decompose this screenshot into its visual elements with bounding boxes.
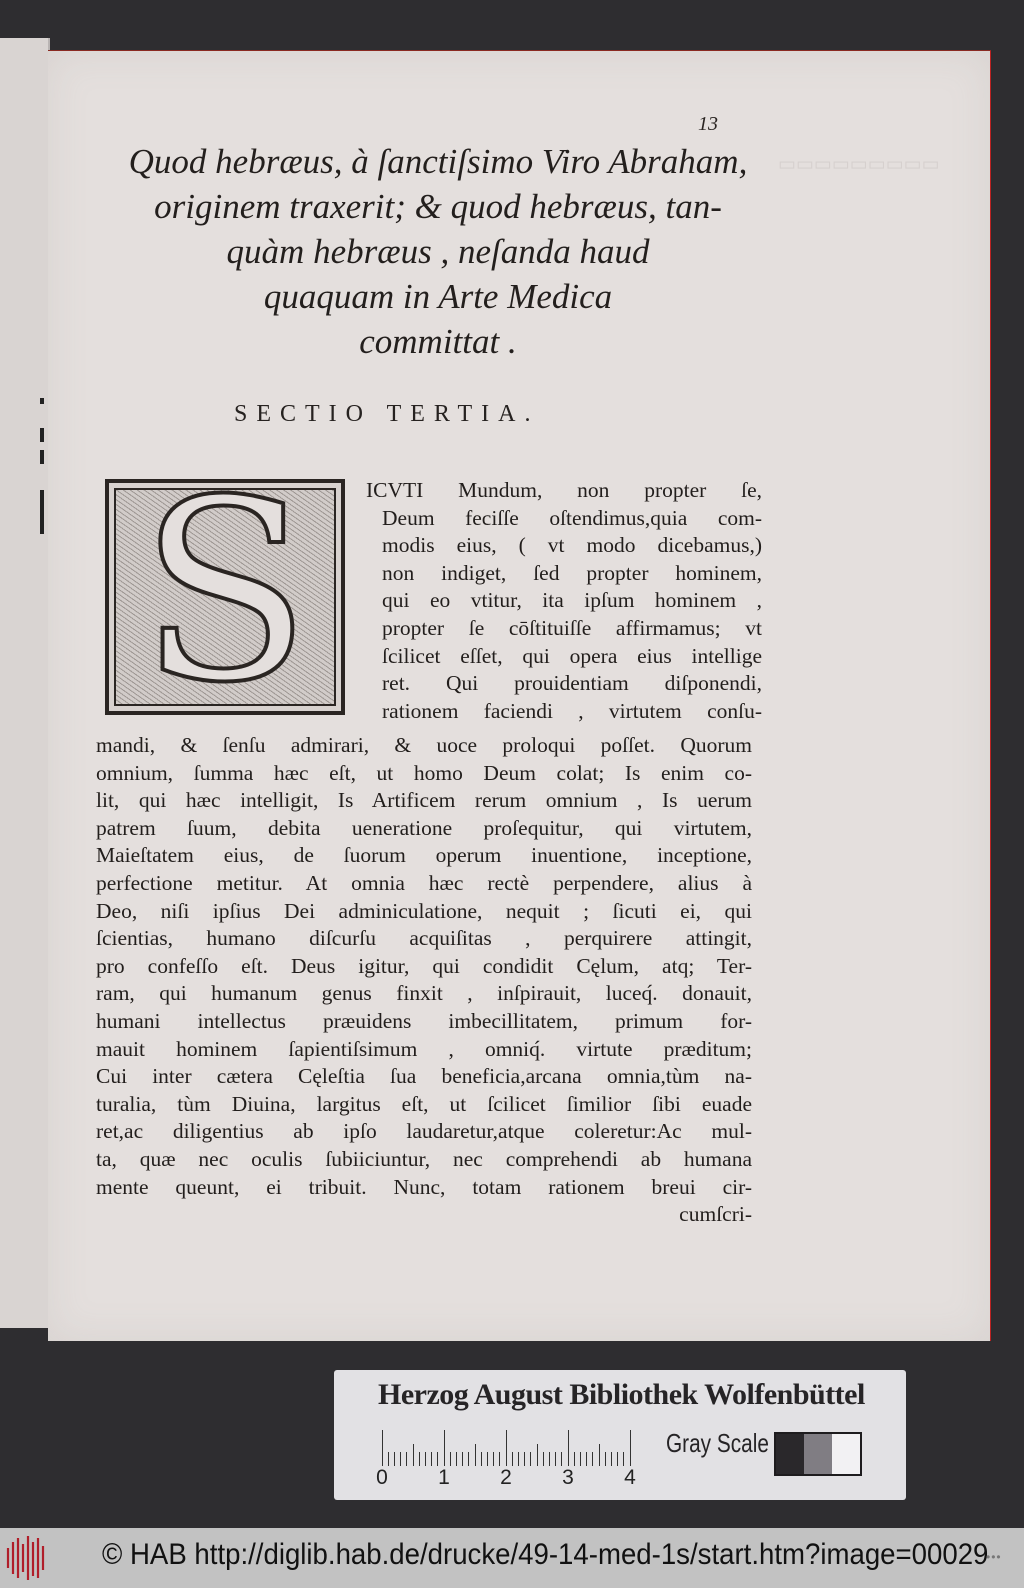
ruler-label: 3 (562, 1466, 574, 1489)
initial-letter: S (139, 488, 311, 706)
text-line: rationem faciendi , virtutem conſu- (382, 698, 762, 723)
text-line: mandi, & ſenſu admirari, & uoce proloqui poſſet. Quorum (96, 733, 752, 757)
gray-scale-label: Gray Scale (666, 1428, 769, 1458)
text-line: ram, qui humanum genus finxit , inſpirauit, luceq́. donauit, (96, 981, 752, 1006)
title-line: quàm hebræus , neſanda haud (226, 232, 650, 271)
text-line: Maieſtatem eius, de ſuorum operum inuentione, inceptione, (96, 843, 752, 868)
text-line: Deum feciſſe oſtendimus,quia com- (382, 505, 762, 530)
decorated-initial (105, 479, 345, 715)
text-line: ret,ac diligentius ab ipſo laudaretur,atque coleretur:Ac mul- (96, 1119, 752, 1144)
catchword: cumſcri- (679, 1202, 752, 1227)
ruler-label: 2 (500, 1466, 512, 1489)
indented-paragraph (366, 477, 762, 725)
text-line: mauit hominem ſapientiſsimum , omniq́. virtute præditum; (96, 1036, 752, 1061)
text-line: ſcilicet eſſet, qui opera eius intellige (382, 643, 762, 668)
text-line: propter ſe cōſtituiſſe affirmamus; vt (382, 615, 762, 640)
text-line: turalia, tùm Diuina, largitus eſt, ut ſcilicet ſimilior ſibi euade (96, 1091, 752, 1116)
ruler-labels (374, 1466, 674, 1492)
text-line: Deo, niſi ipſius Dei adminiculatione, nequit ; ſicuti ei, qui (96, 898, 752, 923)
more-options-icon[interactable]: ••• (986, 1550, 1002, 1564)
text-line: modis eius, ( vt modo dicebamus,) (382, 533, 762, 558)
swatch-mid (804, 1434, 832, 1474)
color-scale-card (334, 1370, 906, 1500)
title-line: Quod hebræus, à ſanctiſsimo Viro Abraham, (128, 142, 748, 181)
ruler-label: 1 (438, 1466, 450, 1489)
show-through-text: ▭▭▭▭▭▭▭▭▭ (778, 154, 940, 175)
text-line: ta, quæ nec oculis ſubiiciuntur, nec comprehendi ab humana (96, 1146, 752, 1171)
text-line: patrem ſuum, debita ueneratione proſequitur, qui virtutem, (96, 815, 752, 840)
footer-bar (0, 1528, 1024, 1588)
title-line: quaquam in Arte Medica (263, 277, 613, 316)
section-heading: SECTIO TERTIA. (234, 401, 540, 427)
chapter-title (103, 139, 773, 364)
text-line: omnium, ſumma hæc eſt, ut homo Deum colat; Is enim co- (96, 760, 752, 785)
ruler-label: 4 (624, 1466, 636, 1489)
hab-logo-icon (5, 1534, 47, 1580)
book-page (48, 50, 991, 1341)
text-line: ſcientias, humano diſcurſu acquiſitas , perquirere attingit, (96, 926, 752, 951)
facing-page-edge (0, 38, 50, 1328)
title-line: originem traxerit; & quod hebræus, tan- (154, 187, 722, 226)
text-line: perfectione metitur. At omnia hæc rectè perpendere, alius à (96, 870, 752, 895)
text-line: lit, qui hæc intelligit, Is Artificem rerum omnium , Is uerum (96, 788, 752, 813)
text-line: Cui inter cætera Cęleſtia ſua beneficia,arcana omnia,tùm na- (96, 1064, 752, 1089)
text-line: mente queunt, ei tribuit. Nunc, totam rationem breui cir- (96, 1174, 752, 1199)
page-number: 13 (698, 113, 718, 135)
text-line: pro confeſſo eſt. Deus igitur, qui condidit Cęlum, atq; Ter- (96, 953, 752, 978)
title-line: committat . (359, 322, 517, 361)
text-line: non indiget, ſed propter hominem, (382, 560, 762, 585)
ruler-label: 0 (376, 1466, 388, 1489)
library-name: Herzog August Bibliothek Wolfenbüttel (378, 1378, 865, 1411)
text-line: qui eo vtitur, ita ipſum hominem , (382, 588, 762, 613)
body-paragraph (96, 732, 752, 1229)
gutter-marks (40, 398, 44, 578)
measurement-ruler (382, 1430, 630, 1466)
gray-scale-swatch (774, 1432, 862, 1476)
text-line: ret. Qui prouidentiam diſponendi, (382, 671, 762, 696)
text-line: humani intellectus præuidens imbecillitatem, primum for- (96, 1008, 752, 1033)
permalink-url[interactable]: © HAB http://diglib.hab.de/drucke/49-14-med-1s/start.htm?image=00029 (102, 1538, 989, 1571)
swatch-dark (776, 1434, 804, 1474)
text-line: ICVTI Mundum, non propter ſe, (366, 478, 762, 502)
swatch-light (832, 1434, 860, 1474)
initial-ornament (114, 488, 336, 706)
